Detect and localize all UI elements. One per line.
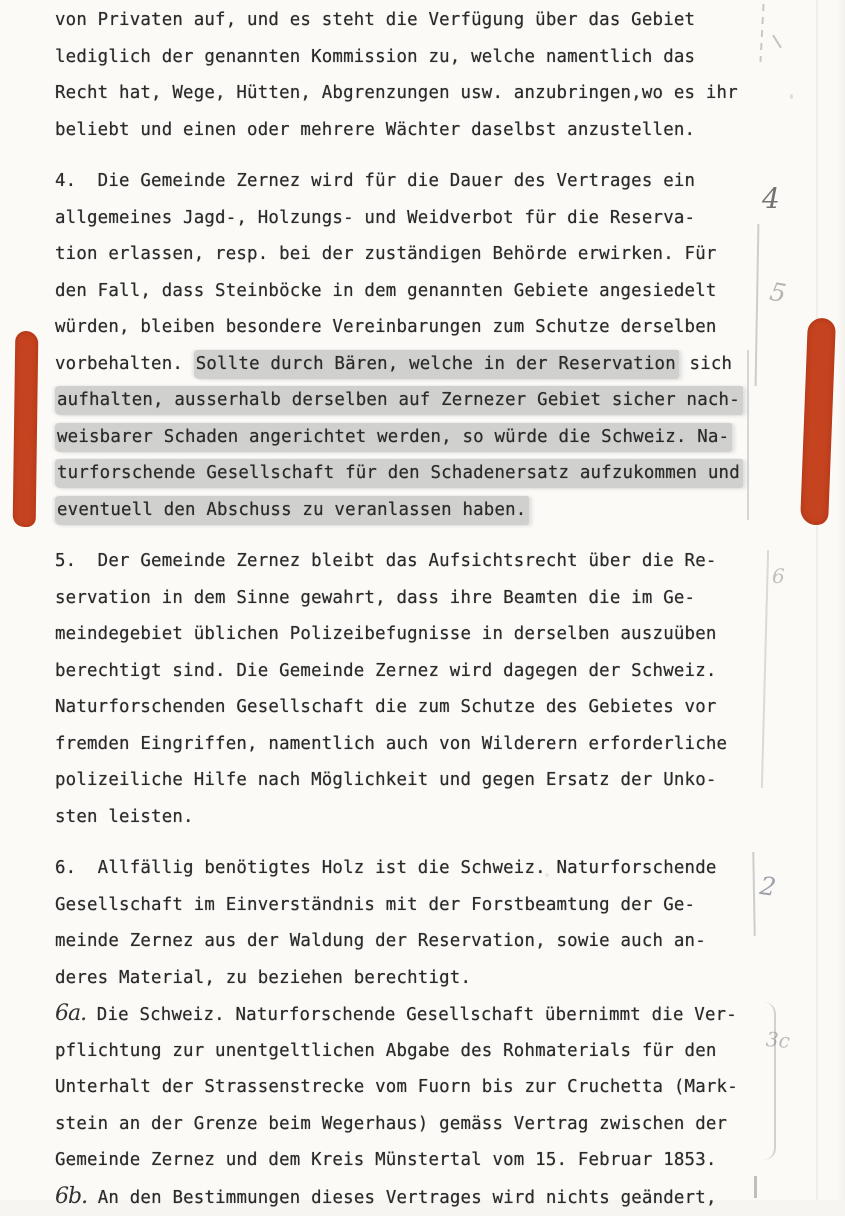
text-line bbox=[55, 1179, 845, 1216]
paragraph bbox=[55, 543, 845, 835]
text-line bbox=[55, 273, 845, 310]
text-line bbox=[55, 996, 845, 1033]
text-segment: den Fall, dass Steinböcke in dem genannten Gebiete angesiedelt bbox=[55, 280, 717, 301]
text-line bbox=[55, 112, 845, 149]
text-segment: Die Schweiz. Naturforschende Gesellschaft übernimmt die Ver- bbox=[86, 1005, 737, 1025]
highlighted-text: Sollte durch Bären, welche in der Reservation bbox=[194, 350, 679, 379]
paragraph bbox=[55, 996, 845, 1179]
text-line bbox=[55, 580, 845, 617]
text-segment: sich bbox=[678, 353, 733, 374]
handwritten-paragraph-number: 6b. bbox=[55, 1183, 88, 1209]
margin-annotation-2: 2 bbox=[758, 871, 778, 902]
text-segment: 4. Die Gemeinde Zernez wird für die Dauer des Vertrages ein bbox=[55, 171, 696, 191]
text-line bbox=[55, 419, 845, 456]
text-line bbox=[55, 39, 845, 76]
scan-speck bbox=[628, 366, 633, 370]
text-segment: polizeiliche Hilfe nach Möglichkeit und gegen Ersatz der Unko- bbox=[55, 770, 717, 790]
paragraph bbox=[55, 850, 845, 996]
highlighted-text: aufhalten, ausserhalb derselben auf Zernezer Gebiet sicher nach- bbox=[55, 386, 743, 415]
text-segment: sten leisten. bbox=[55, 806, 194, 827]
paragraph bbox=[55, 2, 845, 148]
text-segment: pflichtung zur unentgeltlichen Abgabe des Rohmaterials für den bbox=[55, 1040, 717, 1061]
text-line bbox=[55, 616, 845, 653]
text-segment: stein an der Grenze beim Wegerhaus) gemäss Vertrag zwischen der bbox=[55, 1113, 728, 1134]
paragraph bbox=[55, 1179, 845, 1216]
pencil-stroke bbox=[747, 350, 749, 520]
pencil-bracket bbox=[762, 1002, 776, 1160]
text-segment: deres Material, zu beziehen berechtigt. bbox=[55, 967, 472, 988]
highlighted-text: weisbarer Schaden angerichtet werden, so würde die Schweiz. Na- bbox=[55, 423, 732, 452]
scan-speck bbox=[545, 873, 549, 877]
text-line bbox=[55, 887, 845, 924]
text-line bbox=[55, 726, 845, 763]
text-segment: würden, bleiben besondere Vereinbarungen zum Schutze derselben bbox=[55, 317, 717, 337]
text-segment: Naturforschenden Gesellschaft die zum Schutze des Gebietes vor bbox=[55, 697, 717, 717]
text-line bbox=[55, 163, 845, 200]
scan-speck bbox=[790, 94, 793, 99]
text-line bbox=[55, 455, 845, 492]
text-segment: meinde Zernez aus der Waldung der Reservation, sowie auch an- bbox=[55, 931, 706, 951]
text-segment: 6. Allfällig benötigtes Holz ist die Schweiz. Naturforschende bbox=[55, 858, 717, 878]
red-margin-mark-left bbox=[13, 331, 39, 527]
text-line bbox=[55, 1106, 845, 1143]
pencil-stroke bbox=[754, 1176, 757, 1198]
text-line bbox=[55, 850, 845, 887]
text-line bbox=[55, 492, 845, 529]
text-segment: servation in dem Sinne gewahrt, dass ihre Beamten die im Ge- bbox=[55, 587, 696, 608]
margin-annotation-6: 6 bbox=[772, 564, 785, 588]
text-segment: allgemeines Jagd-, Holzungs- und Weidverbot für die Reserva- bbox=[55, 207, 696, 228]
text-line bbox=[55, 689, 845, 726]
text-line bbox=[55, 1069, 845, 1106]
text-line bbox=[55, 382, 845, 419]
margin-annotation-5: 5 bbox=[767, 276, 789, 309]
text-segment: An den Bestimmungen dieses Vertrages wird nichts geändert, bbox=[87, 1187, 717, 1208]
text-line bbox=[55, 1033, 845, 1070]
paragraph bbox=[55, 163, 845, 528]
text-segment: Gemeinde Zernez und dem Kreis Münstertal vom 15. Februar 1853. bbox=[55, 1150, 717, 1170]
text-segment: Recht hat, Wege, Hütten, Abgrenzungen usw. anzubringen,wo es ihr bbox=[55, 83, 738, 103]
text-line bbox=[55, 799, 845, 836]
text-line bbox=[55, 236, 845, 273]
text-segment: meindegebiet üblichen Polizeibefugnisse in derselben auszuüben bbox=[55, 624, 717, 644]
text-segment: berechtigt sind. Die Gemeinde Zernez wird dagegen der Schweiz. bbox=[55, 660, 717, 681]
text-segment: Unterhalt der Strassenstrecke vom Fuorn bis zur Cruchetta (Mark- bbox=[55, 1077, 738, 1097]
text-line bbox=[55, 2, 845, 39]
text-line bbox=[55, 653, 845, 690]
text-line bbox=[55, 960, 845, 997]
text-line bbox=[55, 1142, 845, 1179]
text-line bbox=[55, 309, 845, 346]
text-line bbox=[55, 346, 845, 383]
margin-annotation-3c: 3c bbox=[764, 1027, 791, 1053]
text-line bbox=[55, 543, 845, 580]
text-segment: 5. Der Gemeinde Zernez bleibt das Aufsichtsrecht über die Re- bbox=[55, 551, 717, 571]
text-segment: Gesellschaft im Einverständnis mit der Forstbeamtung der Ge- bbox=[55, 894, 696, 915]
text-segment: beliebt und einen oder mehrere Wächter daselbst anzustellen. bbox=[55, 119, 696, 140]
text-line bbox=[55, 762, 845, 799]
text-segment: tion erlassen, resp. bei der zuständigen Behörde erwirken. Für bbox=[55, 244, 717, 264]
text-line bbox=[55, 200, 845, 237]
highlighted-text: eventuell den Abschuss zu veranlassen haben. bbox=[55, 496, 529, 525]
handwritten-paragraph-number: 6a. bbox=[55, 1001, 87, 1026]
text-segment: vorbehalten. bbox=[55, 353, 194, 374]
text-segment: lediglich der genannten Kommission zu, welche namentlich das bbox=[55, 46, 696, 67]
text-line bbox=[55, 923, 845, 960]
text-segment: von Privaten auf, und es steht die Verfügung über das Gebiet bbox=[55, 10, 696, 30]
text-line bbox=[55, 75, 845, 112]
text-segment: fremden Eingriffen, namentlich auch von Wilderern erforderliche bbox=[55, 733, 728, 754]
margin-annotation-4: 4 bbox=[762, 182, 780, 215]
highlighted-text: turforschende Gesellschaft für den Schadenersatz aufzukommen und bbox=[55, 459, 743, 488]
